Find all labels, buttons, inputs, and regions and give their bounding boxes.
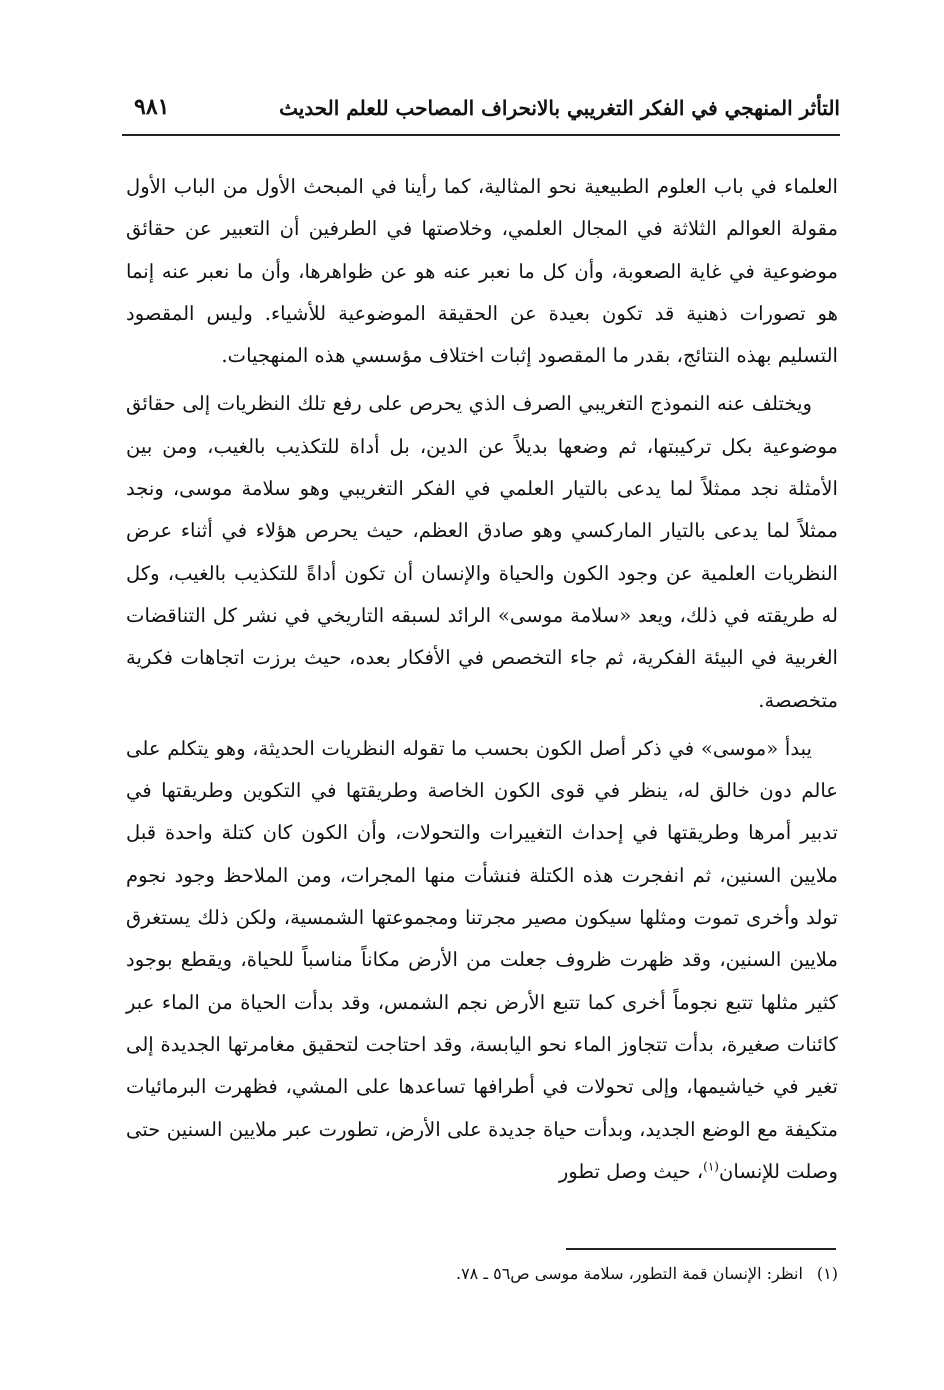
paragraph-3-text: يبدأ «موسى» في ذكر أصل الكون بحسب ما تقوله النظريات الحديثة، وهو يتكلم على عالم دون خالق له، ينظر في قوى الكون الخاصة وطريقتها في التكوين وطريقتها في تدبير أمرها وطريقتها في إحداث التغييرات والتحولات، وأن الكون كان كتلة واحدة قبل ملايين السنين، ثم انفجرت هذه الكتلة فنشأت منها المجرات، ومن الملاحظ وجود نجوم تولد وأخرى تموت ومثلها سيكون مصير مجرتنا ومجموعتها الشمسية، ولكن ذلك يستغرق ملايين السنين، وقد ظهرت ظروف جعلت من الأرض مكاناً مناسباً للحياة، ويقطع بوجود كثير مثلها تتبع نجوماً أخرى كما تتبع الأرض نجم الشمس، وقد بدأت الحياة من الماء عبر كائنات صغيرة، بدأت تتجاوز الماء نحو اليابسة، وقد احتاجت لتحقيق مغامرتها الجديدة إلى تغير في خياشيمها، وإلى تحولات في أطرافها تساعدها على المشي، فظهرت البرمائيات متكيفة مع الوضع الجديد، وبدأت حياة جديدة على الأرض، تطورت عبر ملايين السنين حتى وصلت للإنسان bbox=[126, 736, 838, 1183]
footnote-text: انظر: الإنسان قمة التطور، سلامة موسى ص٥٦ ـ ٧٨. bbox=[455, 1264, 803, 1283]
paragraph-1: العلماء في باب العلوم الطبيعية نحو المثالية، كما رأينا في المبحث الأول من الباب الأول مقولة العوالم الثلاثة في المجال العلمي، وخلاصتها في الطرفين أن التعبير عن حقائق موضوعية في غاية الصعوبة، وأن كل ما نعبر عنه هو عن ظواهرها، وأن ما نعبر عنه إنما هو تصورات ذهنية قد تكون بعيدة عن الحقيقة الموضوعية للأشياء. وليس المقصود التسليم بهذه النتائج، بقدر ما المقصود إثبات اختلاف مؤسسي هذه المنهجيات. bbox=[126, 175, 838, 368]
footnote-divider bbox=[566, 1248, 836, 1250]
header-divider bbox=[122, 134, 840, 136]
body-text bbox=[126, 166, 838, 1199]
footnote-reference[interactable]: (١) bbox=[703, 1159, 719, 1174]
header-title: التأثر المنهجي في الفكر التغريبي بالانحراف المصاحب للعلم الحديث bbox=[279, 96, 840, 120]
paragraph-3 bbox=[126, 728, 838, 1193]
paragraph-2: ويختلف عنه النموذج التغريبي الصرف الذي يحرص على رفع تلك النظريات إلى حقائق موضوعية بكل تركيبتها، ثم وضعها بديلاً عن الدين، بل أداة للتكذيب بالغيب، ومن بين الأمثلة نجد ممثلاً لما يدعى بالتيار العلمي في الفكر التغريبي وهو سلامة موسى، ونجد ممثلاً لما يدعى بالتيار الماركسي وهو صادق العظم، حيث يحرص هؤلاء في أثناء عرض النظريات العلمية عن وجود الكون والحياة والإنسان أن تكون أداةً للتكذيب بالغيب، وكل له طريقته في ذلك، ويعد «سلامة موسى» الرائد لسبقه التاريخي في نشر كل التناقضات الغربية في البيئة الفكرية، ثم جاء التخصص في الأفكار بعده، حيث برزت اتجاهات فكرية متخصصة. bbox=[126, 392, 838, 712]
footnote bbox=[456, 1264, 838, 1283]
running-header bbox=[122, 88, 840, 134]
footnote-number: (١) bbox=[816, 1264, 838, 1283]
page-number: ٩٨١ bbox=[134, 94, 170, 120]
paragraph-3-tail: ، حيث وصل تطور bbox=[558, 1159, 704, 1183]
